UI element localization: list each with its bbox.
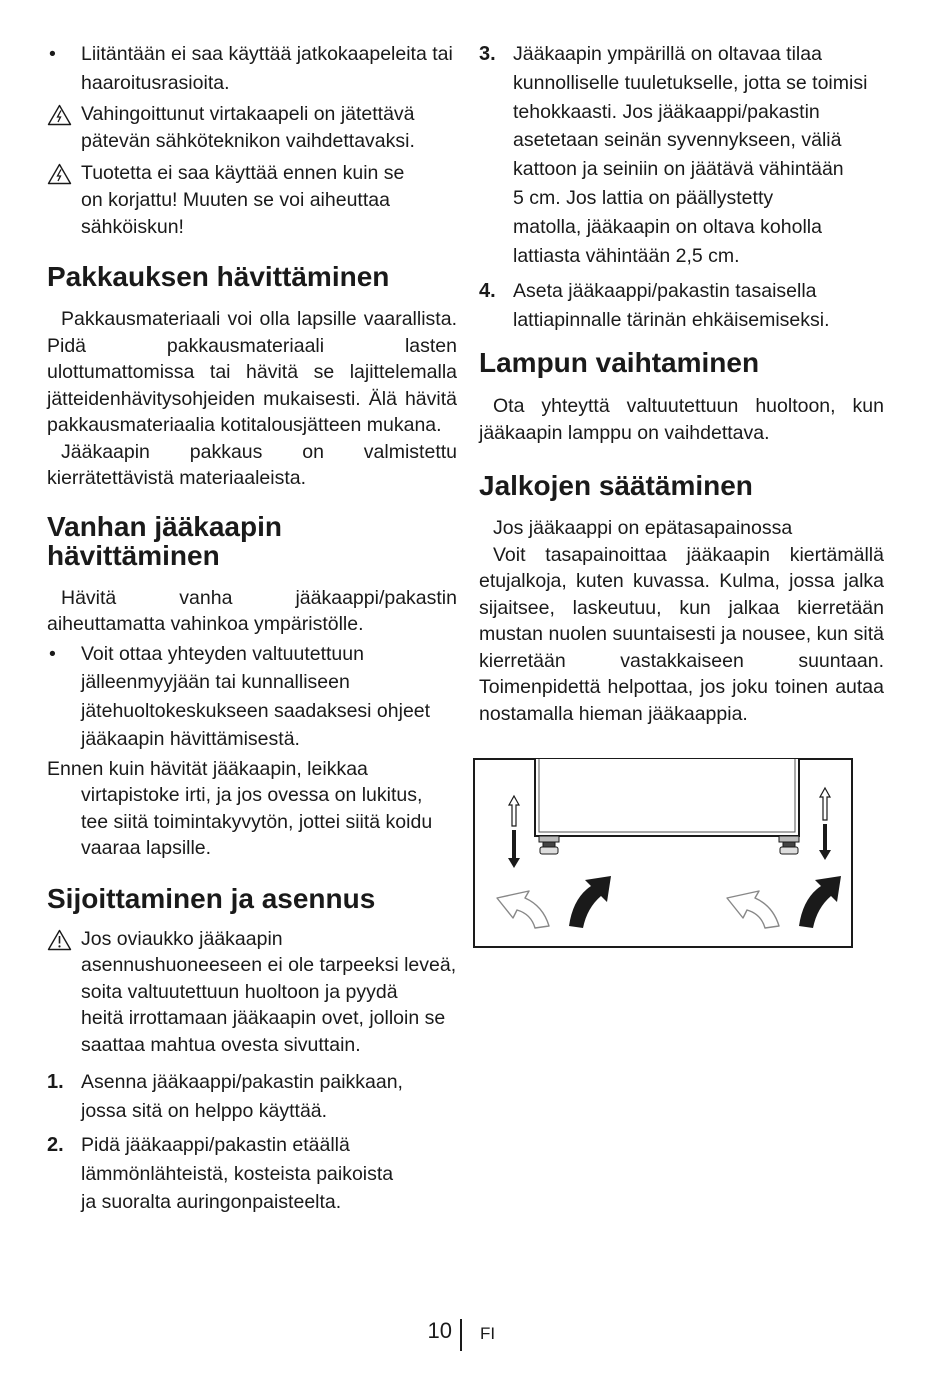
paragraph: Ennen kuin hävität jääkaapin, leikkaa virtapistoke irti, ja jos ovessa on lukitus, tee siitä toimintakyvytön, jottei siitä koidu vaaraa lapsille.	[47, 757, 433, 859]
warning-triangle-icon	[47, 926, 72, 951]
section-heading: Vanhan jääkaapin hävittäminen	[47, 510, 282, 571]
section-heading: Sijoittaminen ja asennus	[47, 882, 376, 914]
paragraph: Hävitä vanha jääkaappi/pakastin aiheuttamatta vahinkoa ympäristölle.	[47, 586, 457, 635]
paragraph: Pakkausmateriaali voi olla lapsille vaarallista. Pidä pakkausmateriaali lasten ulottumattomissa tai hävitä se lajittelemalla jätteidenhävitysohjeiden mukaisesti. Älä hävitä pakkausmateriaalia kotitalousjätteen mukana.	[47, 308, 457, 436]
warning-triangle-icon	[47, 160, 72, 185]
step-number: 3.	[479, 43, 496, 65]
step-text: Aseta jääkaappi/pakastin tasaisella lattiapinnalle tärinän ehkäisemiseksi.	[513, 280, 830, 331]
warning-note	[47, 160, 457, 241]
paragraph: Jääkaapin pakkaus on valmistettu kierrätettävistä materiaaleista.	[47, 440, 457, 489]
step-text: Pidä jääkaappi/pakastin etäällä lämmönlähteistä, kosteista paikoista ja suoralta auringonpaisteelta.	[81, 1134, 394, 1213]
bullet-icon: •	[49, 642, 56, 665]
bullet-icon: •	[49, 43, 56, 65]
bullet-text: Liitäntään ei saa käyttää jatkokaapeleita tai haaroitusrasioita.	[81, 43, 453, 94]
page-number: 10	[427, 1318, 452, 1343]
right-column	[479, 40, 884, 727]
warning-text: Tuotetta ei saa käyttää ennen kuin se on korjattu! Muuten se voi aiheuttaa sähköiskun!	[81, 162, 405, 238]
step-text: Asenna jääkaappi/pakastin paikkaan, jossa sitä on helppo käyttää.	[81, 1071, 403, 1122]
list-item	[479, 40, 884, 270]
warning-note	[47, 101, 457, 155]
section-heading: Lampun vaihtaminen	[479, 347, 760, 379]
step-number: 2.	[47, 1134, 64, 1156]
section-heading: Jalkojen säätäminen	[479, 470, 753, 502]
section-heading: Pakkauksen hävittäminen	[47, 261, 390, 292]
step-number: 1.	[47, 1071, 64, 1093]
fridge-body-icon	[535, 759, 799, 836]
warning-triangle-icon	[47, 101, 72, 126]
left-column	[47, 40, 457, 1217]
paragraph: Voit tasapainoittaa jääkaapin kiertämällä etujalkoja, kuten kuvassa. Kulma, jossa jalka sijaitsee, laskeutuu, kun jalkaa kierretään mustan nuolen suuntaisesti ja nousee, kun sitä kierretään vastakkaiseen suuntaan. Toimenpidettä helpottaa, jos joku toinen autaa nostamalla hieman jääkaappia.	[479, 543, 884, 725]
list-item	[47, 1131, 457, 1217]
language-code: FI	[480, 1324, 496, 1343]
warning-note	[47, 926, 457, 1059]
list-item	[47, 640, 457, 754]
footer-divider	[460, 1319, 462, 1351]
warning-text: Vahingoittunut virtakaapeli on jätettävä pätevän sähköteknikon vaihdettavaksi.	[81, 103, 415, 152]
paragraph: Jos jääkaappi on epätasapainossa	[493, 517, 793, 540]
list-item	[479, 277, 884, 334]
list-item	[47, 1068, 457, 1125]
paragraph: Ota yhteyttä valtuutettuun huoltoon, kun jääkaapin lamppu on vaihdettava.	[479, 395, 884, 444]
bullet-text: Voit ottaa yhteyden valtuutettuun jälleenmyyjään tai kunnalliseen jätehuoltokeskukseen saadaksesi ohjeet jääkaapin hävittämisestä.	[81, 642, 431, 750]
warning-text: Jos oviaukko jääkaapin asennushuoneeseen ei ole tarpeeksi leveä, soita valtuutettuun huoltoon ja pyydä heitä irrottamaan jääkaapin ovet, jolloin se saattaa mahtua ovesta sivuttain.	[81, 927, 457, 1056]
list-item	[47, 40, 457, 97]
feet-adjustment-figure	[473, 758, 853, 948]
step-number: 4.	[479, 280, 496, 303]
step-text: Jääkaapin ympärillä on oltavaa tilaa kunnolliselle tuuletukselle, jotta se toimisi tehokkaasti. Jos jääkaappi/pakastin asetetaan seinän syvennykseen, väliä kattoon ja seiniin on jäätävä vähintään 5 cm. Jos lattia on päällystetty matolla, jääkaapin on oltava koholla lattiasta vähintään 2,5 cm.	[513, 43, 868, 267]
page-footer	[0, 1316, 950, 1352]
